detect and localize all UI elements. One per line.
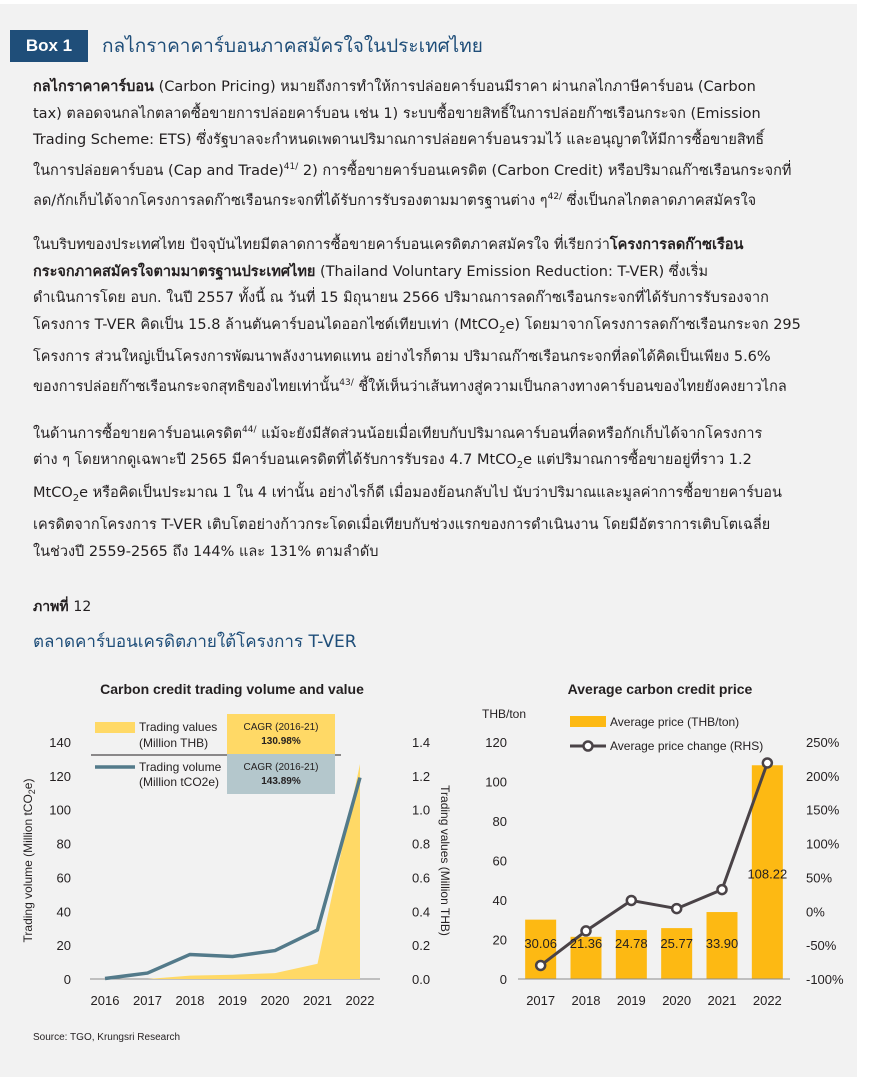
chart-title: Average carbon credit price [567,681,753,697]
y-axis-title-main: Trading volume (Million tCO [21,794,35,943]
bar-data-label: 108.22 [747,866,788,882]
y2-tick-label: 0.0 [412,972,431,987]
y-tick-label: 0 [499,972,507,987]
line-point-price-change [582,926,591,935]
text-line [33,232,833,259]
y2-tick-label: 0% [806,904,825,920]
text-line [33,539,833,566]
text-run: (Carbon Pricing) หมายถึงการทำให้การปล่อยคาร์บอนมีราคา ผ่านกลไกภาษีคาร์บอน (Carbon [153,79,756,95]
paragraph-tver [33,232,833,401]
text-line [33,74,833,101]
box-title: กลไกราคาคาร์บอนภาคสมัครใจในประเทศไทย [102,35,483,57]
text-run: e หรือคิดเป็นประมาณ 1 ใน 4 เท่านั้น อย่างไรก็ดี เมื่อมองย้อนกลับไป นับว่าปริมาณและมูลค่าการซื้อขายคาร์บอน [79,484,782,501]
y-tick-label: 120 [49,768,71,784]
x-tick-label: 2022 [752,993,782,1008]
box-tag: Box 1 [10,30,88,62]
x-tick-label: 2020 [662,993,692,1008]
text-run: tax) ตลอดจนกลไกตลาดซื้อขายการปล่อยคาร์บอน เช่น 1) ระบบซื้อขายสิทธิ์ในการปล่อยก๊าซเรือนกระจก (Emission [33,105,761,122]
x-tick-label: 2017 [526,993,556,1008]
text-run: ของการปล่อยก๊าซเรือนกระจกสุทธิของไทยเท่านั้น [33,379,340,396]
y2-axis-title: Trading values (Million THB) [438,785,452,936]
chart-title: Carbon credit trading volume and value [100,681,364,697]
x-tick-label: 2019 [218,993,247,1008]
chart-trading-volume-value [15,672,460,1017]
text-line [33,127,833,154]
subscript: 2 [72,492,80,504]
y2-tick-label: 1.0 [412,802,431,818]
y-tick-label: 100 [49,802,71,818]
y2-tick-label: 50% [806,870,833,886]
text-run: ต่าง ๆ โดยหากดูเฉพาะปี 2565 มีคาร์บอนเครดิตที่ได้รับการรับรอง 4.7 MtCO [33,452,517,469]
legend-swatch-trading-values [95,722,135,733]
text-line [33,480,833,512]
text-run: โครงการ T-VER คิดเป็น 15.8 ล้านตันคาร์บอนไดออกไซด์เทียบเท่า (MtCO [33,316,500,333]
text-line [33,101,833,128]
text-run: e) โดยมาจากโครงการลดก๊าซเรือนกระจก 295 [505,316,801,333]
legend-label: Average price change (RHS) [610,739,764,753]
cagr-label: CAGR (2016-21) [243,722,319,733]
bar-data-label: 25.77 [660,936,693,951]
y-tick-label: 60 [492,853,507,869]
cagr-label: CAGR (2016-21) [243,762,319,773]
text-line [33,447,833,479]
text-run: MtCO [33,484,73,501]
text-line [33,312,833,344]
x-tick-label: 2018 [175,993,205,1008]
y2-tick-label: 0.8 [412,836,431,852]
text-run: (Thailand Voluntary Emission Reduction: T-VER) ซึ่งเริ่ม [315,263,709,280]
text-run: ชี้ให้เห็นว่าเส้นทางสู่ความเป็นกลางทางคาร์บอนของไทยยังคงยาวไกล [353,379,787,396]
bar-data-label: 33.90 [705,936,739,951]
cagr-box [227,754,335,794]
text-line [33,512,833,539]
bar-data-label: 30.06 [524,936,557,951]
y2-tick-label: 0.6 [412,870,431,886]
bold-term: กลไกราคาคาร์บอน [33,79,154,95]
legend-label-line1: Trading volume [139,760,222,774]
footnote-ref: 44/ [242,425,257,435]
text-run: ในช่วงปี 2559-2565 ถึง 144% และ 131% ตามลำดับ [33,543,379,560]
figure-title: ตลาดคาร์บอนเครดิตภายใต้โครงการ T-VER [33,632,357,652]
text-run: Trading Scheme: ETS) ซึ่งรัฐบาลจะกำหนดเพดานปริมาณการปล่อยคาร์บอนรวมไว้ และอนุญาตให้มีการซื้อขายสิทธิ์ [33,132,765,148]
x-tick-label: 2022 [345,993,375,1008]
text-run: ซึ่งเป็นกลไกตลาดภาคสมัครใจ [562,192,757,209]
text-line [33,344,833,371]
text-line [33,370,833,400]
y-axis-unit: THB/ton [482,707,527,721]
cagr-box [227,714,335,754]
text-line [33,184,833,214]
y2-tick-label: 1.4 [412,735,431,750]
text-run: ในด้านการซื้อขายคาร์บอนเครดิต [33,425,243,442]
footnote-ref: 41/ [283,161,299,172]
x-tick-label: 2020 [260,993,290,1008]
text-line [33,154,833,184]
y2-tick-label: -50% [806,938,837,954]
x-tick-label: 2021 [707,993,737,1008]
text-run: e แต่ปริมาณการซื้อขายอยู่ที่ราว 1.2 [523,452,752,469]
chart-average-price [470,672,855,1017]
paragraph-trading [33,417,833,565]
text-run: ในบริบทของประเทศไทย ปัจจุบันไทยมีตลาดการซื้อขายคาร์บอนเครดิตภาคสมัครใจ ที่เรียกว่า [33,237,610,253]
y-tick-label: 20 [492,932,507,948]
line-point-price-change [536,961,545,970]
y2-tick-label: 0.2 [412,938,431,954]
text-run: ในการปล่อยคาร์บอน (Cap and Trade) [33,162,284,179]
legend-swatch-average-price [570,716,606,727]
x-tick-label: 2018 [571,993,601,1008]
subscript: 2 [499,324,506,336]
y2-tick-label: 250% [806,735,840,750]
line-point-price-change [627,896,636,905]
text-run: ลด/กักเก็บได้จากโครงการลดก๊าซเรือนกระจกที่ได้รับการรับรองตามมาตรฐานต่าง ๆ [33,192,548,209]
bold-term: โครงการลดก๊าซเรือน [609,237,744,253]
cagr-value: 143.89% [261,776,301,787]
paragraph-carbon-pricing [33,74,833,214]
y2-tick-label: 150% [806,802,840,818]
x-tick-label: 2016 [90,993,120,1008]
legend-label-line2: (Million tCO2e) [139,775,220,789]
line-point-price-change [718,885,727,894]
x-tick-label: 2021 [303,993,332,1008]
y-tick-label: 80 [56,836,71,852]
y2-tick-label: 1.2 [412,768,431,784]
line-point-price-change [672,904,681,913]
y-tick-label: 60 [56,870,71,886]
y2-tick-label: 100% [806,836,840,852]
subscript: 2 [516,460,524,472]
y-axis-title [21,779,37,943]
text-run: 2) การซื้อขายคาร์บอนเครดิต (Carbon Credit) หรือปริมาณก๊าซเรือนกระจกที่ [298,162,792,179]
x-tick-label: 2019 [616,993,646,1008]
x-tick-label: 2017 [133,993,162,1008]
y-tick-label: 20 [56,938,71,954]
y-tick-label: 0 [63,972,71,987]
y-tick-label: 100 [485,774,507,790]
source-note: Source: TGO, Krungsri Research [33,1032,181,1043]
y-axis-title-sub: 2 [27,789,37,795]
y-tick-label: 140 [49,735,71,750]
bar-data-label: 21.36 [569,936,603,951]
legend-label-line1: Trading values [139,720,218,734]
legend-label: Average price (THB/ton) [610,715,740,729]
text-run: เครดิตจากโครงการ T-VER เติบโตอย่างก้าวกระโดดเมื่อเทียบกับช่วงแรกของการดำเนินงาน โดยมีอัตราการเติบโตเฉลี่ย [33,517,771,534]
y2-tick-label: 0.4 [412,904,431,920]
text-run: ดำเนินการโดย อบก. ในปี 2557 ทั้งนี้ ณ วันที่ 15 มิถุนายน 2566 ปริมาณการลดก๊าซเรือนกระจกที่ได้รับการรับรองจาก [33,290,769,306]
y-axis-title-end: e) [21,778,35,790]
figure-number [33,596,91,618]
y-tick-label: 120 [485,735,507,750]
series-area-trading-values [105,764,360,979]
line-point-price-change [763,758,772,767]
text-run: โครงการ ส่วนใหญ่เป็นโครงการพัฒนาพลังงานทดแทน อย่างไรก็ตาม ปริมาณก๊าซเรือนกระจกที่ลดได้คิดเป็นเพียง 5.6% [33,348,771,365]
text-run: แม้จะยังมีสัดส่วนน้อยเมื่อเทียบกับปริมาณคาร์บอนที่ลดหรือกักเก็บได้จากโครงการ [256,425,763,442]
y-tick-label: 40 [56,904,71,920]
y2-tick-label: 200% [806,768,840,784]
figure-label: ภาพที่ [33,599,69,615]
footnote-ref: 42/ [547,191,563,202]
y-tick-label: 40 [492,893,507,908]
y-tick-label: 80 [492,814,507,829]
legend-marker-price-change [584,742,593,751]
bar-data-label: 24.78 [615,936,648,951]
text-line [33,259,833,286]
cagr-value: 130.98% [261,736,301,747]
text-line [33,285,833,312]
y2-tick-label: -100% [806,972,844,987]
legend-label-line2: (Million THB) [139,736,209,750]
bold-term: กระจกภาคสมัครใจตามมาตรฐานประเทศไทย [33,263,316,280]
text-line [33,417,833,447]
figure-number-value: 12 [73,599,92,615]
footnote-ref: 43/ [339,378,354,389]
